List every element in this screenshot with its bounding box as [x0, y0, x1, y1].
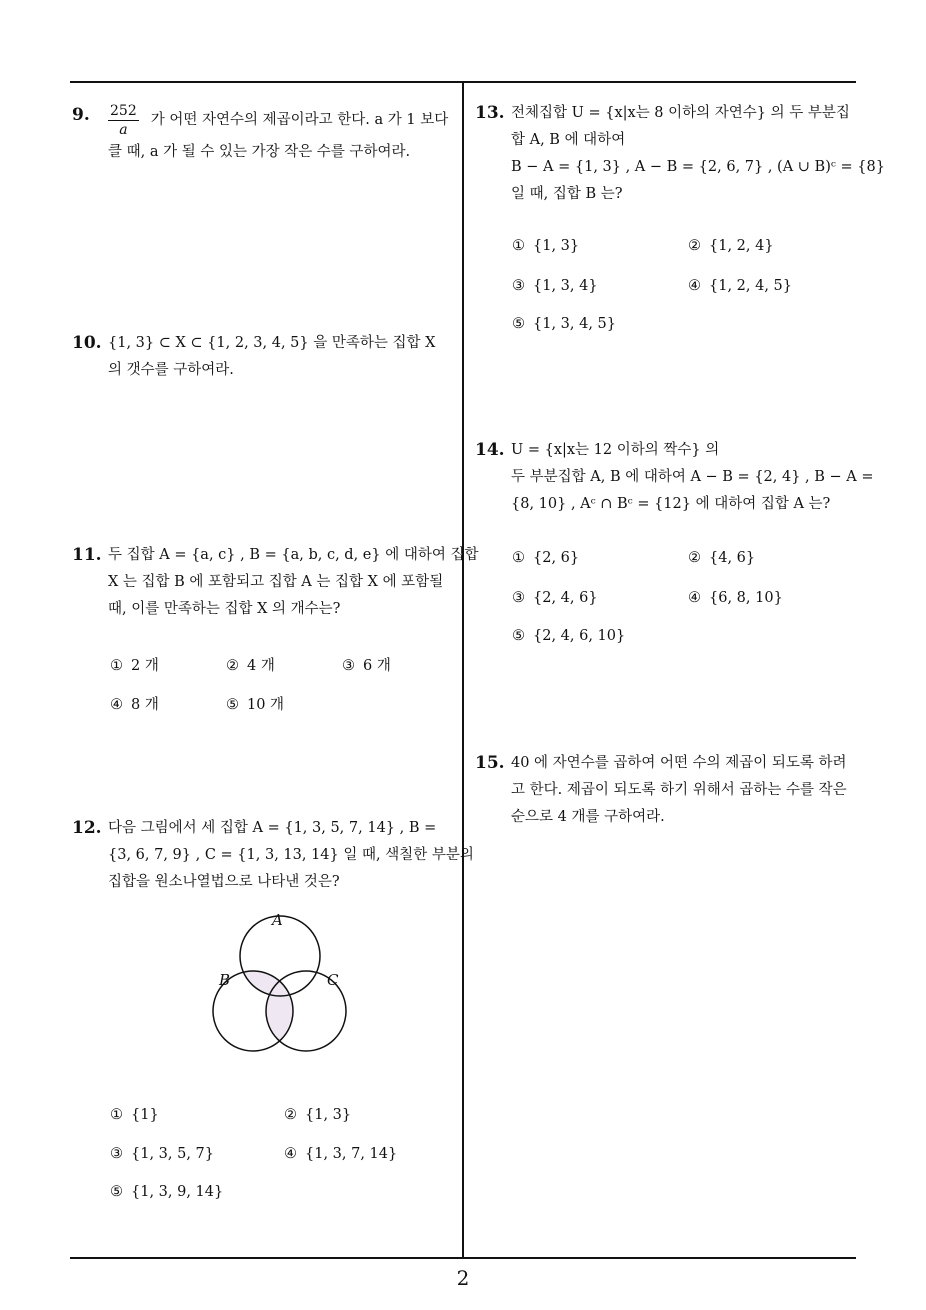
option-3[interactable] — [110, 1146, 214, 1162]
venn-diagram — [200, 905, 360, 1060]
question-11 — [72, 542, 479, 623]
question-text-line: 두 집합 A = {a, c} , B = {a, b, c, d, e} 에 대하여 집합 — [108, 547, 479, 563]
question-text-line: 순으로 4 개를 구하여라. — [511, 809, 665, 825]
option-2[interactable] — [226, 654, 275, 675]
option-5[interactable] — [226, 693, 284, 714]
question-text-line: B − A = {1, 3} , A − B = {2, 6, 7} , (A ∪ B)ᶜ = {8} — [511, 159, 885, 175]
option-1[interactable] — [110, 1107, 159, 1123]
question-text-line: 40 에 자연수를 곱하여 어떤 수의 제곱이 되도록 하려 — [511, 755, 847, 771]
option-3[interactable] — [342, 654, 391, 675]
label-c: C — [327, 971, 339, 989]
option-2[interactable] — [688, 550, 755, 566]
option-text: 2 개 — [131, 658, 159, 674]
question-text-line: 전체집합 U = {x|x는 8 이하의 자연수} 의 두 부분집 — [511, 105, 850, 121]
option-4[interactable] — [110, 693, 159, 714]
option-mark: ③ — [512, 278, 525, 294]
question-14 — [475, 437, 874, 518]
option-text: 10 개 — [247, 697, 285, 713]
option-5[interactable] — [512, 628, 625, 644]
question-text-line: 때, 이를 만족하는 집합 X 의 개수는? — [108, 601, 341, 617]
question-text-line: {3, 6, 7, 9} , C = {1, 3, 13, 14} 일 때, 색칠한 부분의 — [108, 847, 474, 863]
option-mark: ④ — [110, 697, 123, 713]
option-1[interactable] — [512, 550, 579, 566]
option-text: {1, 3, 4} — [533, 278, 598, 294]
column-divider — [462, 82, 464, 1258]
question-text-line: 의 갯수를 구하여라. — [108, 362, 234, 378]
fraction-numerator: 252 — [110, 103, 137, 119]
option-mark: ② — [284, 1107, 297, 1123]
option-mark: ④ — [284, 1146, 297, 1162]
question-text-line: 다음 그림에서 세 집합 A = {1, 3, 5, 7, 14} , B = — [108, 820, 437, 836]
page-number: 2 — [456, 1266, 470, 1290]
option-mark: ① — [512, 550, 525, 566]
question-number: 12. — [72, 818, 102, 838]
option-mark: ⑤ — [226, 697, 239, 713]
option-mark: ① — [110, 658, 123, 674]
question-number: 11. — [72, 545, 102, 565]
option-3[interactable] — [512, 278, 598, 294]
question-number: 15. — [475, 753, 505, 773]
option-mark: ⑤ — [512, 628, 525, 644]
question-text-line: 합 A, B 에 대하여 — [511, 132, 626, 148]
question-number: 13. — [475, 103, 505, 123]
bottom-rule — [70, 1257, 856, 1259]
option-1[interactable] — [110, 654, 159, 675]
question-9 — [72, 102, 457, 166]
option-text: {1, 3, 4, 5} — [533, 316, 617, 332]
option-text: 4 개 — [247, 658, 275, 674]
question-12 — [72, 815, 474, 896]
question-15 — [475, 750, 860, 831]
option-mark: ② — [226, 658, 239, 674]
option-4[interactable] — [688, 278, 792, 294]
question-text-line: X 는 집합 B 에 포함되고 집합 A 는 집합 X 에 포함될 — [108, 574, 444, 590]
option-text: {1, 3, 7, 14} — [305, 1146, 398, 1162]
option-text: 8 개 — [131, 697, 159, 713]
option-4[interactable] — [688, 590, 783, 606]
question-text-line: 가 어떤 자연수의 제곱이라고 한다. a 가 1 보다 — [150, 112, 449, 128]
option-text: {1} — [131, 1107, 159, 1123]
option-text: {2, 4, 6} — [533, 590, 598, 606]
option-1[interactable] — [512, 238, 579, 254]
option-3[interactable] — [512, 590, 598, 606]
option-mark: ② — [688, 238, 701, 254]
option-text: {1, 3, 5, 7} — [131, 1146, 215, 1162]
label-b: B — [219, 971, 231, 989]
option-mark: ② — [688, 550, 701, 566]
label-a: A — [272, 911, 283, 929]
option-mark: ③ — [110, 1146, 123, 1162]
question-text-line: {1, 3} ⊂ X ⊂ {1, 2, 3, 4, 5} 을 만족하는 집합 X — [108, 335, 436, 351]
question-text-line: 두 부분집합 A, B 에 대하여 A − B = {2, 4} , B − A = — [511, 469, 874, 485]
fraction — [108, 102, 139, 139]
option-text: {1, 2, 4, 5} — [709, 278, 793, 294]
option-mark: ⑤ — [512, 316, 525, 332]
option-text: {1, 3, 9, 14} — [131, 1184, 224, 1200]
option-mark: ③ — [512, 590, 525, 606]
option-mark: ① — [512, 238, 525, 254]
option-2[interactable] — [688, 238, 774, 254]
option-mark: ③ — [342, 658, 355, 674]
option-text: {1, 3} — [533, 238, 580, 254]
fraction-denominator: a — [119, 122, 128, 138]
option-5[interactable] — [512, 316, 616, 332]
option-mark: ⑤ — [110, 1184, 123, 1200]
option-text: {2, 4, 6, 10} — [533, 628, 626, 644]
option-mark: ④ — [688, 590, 701, 606]
option-text: {2, 6} — [533, 550, 580, 566]
option-4[interactable] — [284, 1146, 397, 1162]
question-text-line: 집합을 원소나열법으로 나타낸 것은? — [108, 874, 340, 890]
question-text-line: {8, 10} , Aᶜ ∩ Bᶜ = {12} 에 대하여 집합 A 는? — [511, 496, 831, 512]
option-text: {6, 8, 10} — [709, 590, 783, 606]
option-text: {4, 6} — [709, 550, 756, 566]
option-2[interactable] — [284, 1107, 351, 1123]
question-text-line: U = {x|x는 12 이하의 짝수} 의 — [511, 442, 720, 458]
option-text: {1, 2, 4} — [709, 238, 774, 254]
question-text-line: 일 때, 집합 B 는? — [511, 186, 623, 202]
option-text: 6 개 — [363, 658, 391, 674]
option-mark: ① — [110, 1107, 123, 1123]
option-text: {1, 3} — [305, 1107, 352, 1123]
question-13 — [475, 100, 885, 208]
question-number: 10. — [72, 333, 102, 353]
question-number: 14. — [475, 440, 505, 460]
option-mark: ④ — [688, 278, 701, 294]
question-text-line: 클 때, a 가 될 수 있는 가장 작은 수를 구하여라. — [108, 144, 411, 160]
question-number: 9. — [72, 105, 90, 125]
question-10 — [72, 330, 457, 384]
option-5[interactable] — [110, 1184, 223, 1200]
question-text-line: 고 한다. 제곱이 되도록 하기 위해서 곱하는 수를 작은 — [511, 782, 847, 798]
